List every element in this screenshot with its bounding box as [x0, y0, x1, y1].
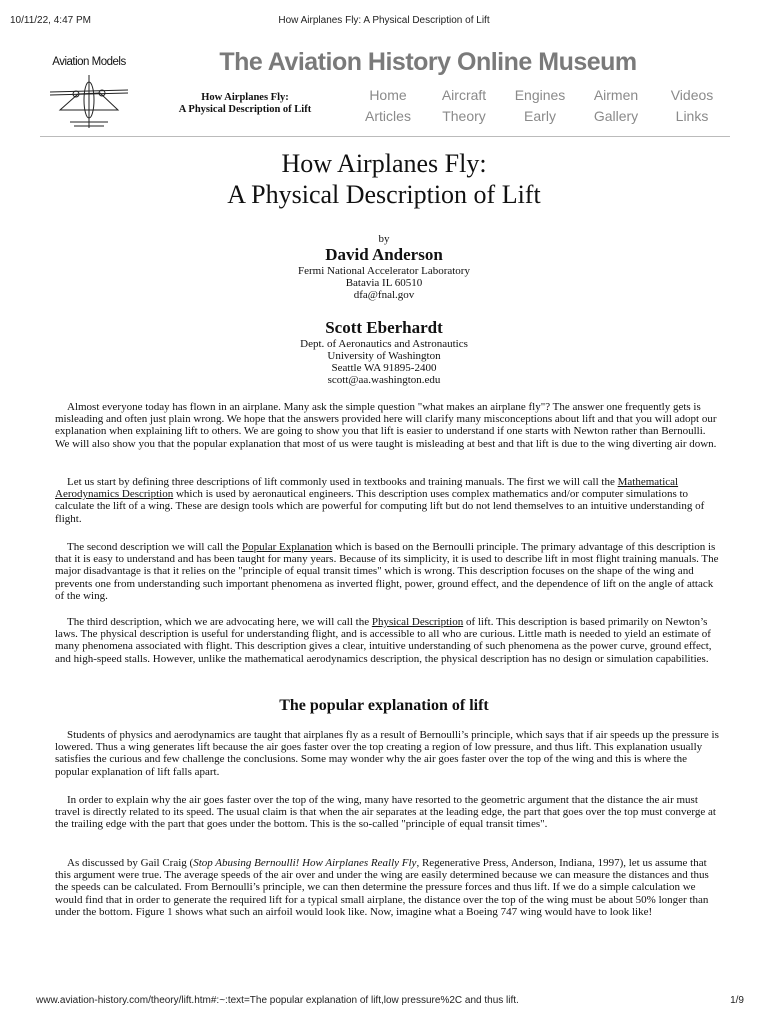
airplane-icon: [48, 70, 130, 132]
nav-early[interactable]: Early: [524, 108, 556, 124]
paragraph-equal-transit: [55, 794, 720, 831]
author-email-1[interactable]: dfa@fnal.gov: [353, 289, 415, 301]
p6-text: In order to explain why the air goes faster over the top of the wing, many have resorted to the geometric argument that the distance the air must travel is directly related to its speed. The usual claim is that when the air separates at the leading edge, the part that goes over the top must converge at the trailing edge with the part that goes under the bottom. This is the so-called "principle of equal transit times".: [55, 794, 716, 831]
print-footer: [0, 995, 768, 1009]
author-email-2[interactable]: scott@aa.washington.edu: [327, 374, 441, 386]
author-name-1: David Anderson: [325, 245, 443, 264]
article-title-line2: A Physical Description of Lift: [227, 180, 541, 209]
print-date: 10/11/22, 4:47 PM: [10, 15, 91, 26]
site-banner: [40, 50, 730, 137]
craig-book-title: Stop Abusing Bernoulli! How Airplanes Really Fly: [193, 857, 417, 869]
p7-text-b: , Regenerative Press, Anderson, Indiana, 1997), let us assume that this argument were true. The average speeds of the air over and under the wing are easily determined because we can measure the distances and thus the speeds can be calculated. From Bernoulli’s principle, we can then determine the pressure forces and thus lift. If we do a simple calculation we would find that in order to generate the required lift for a typical small airplane, the distance over the top of the wing must be about 50% longer than under the bottom. Figure 1 shows what such an airfoil would look like. Now, imagine what a Boeing 747 wing would have to look like!: [55, 857, 709, 918]
paragraph-intro-text: Almost everyone today has flown in an airplane. Many ask the simple question "what makes an airplane fly"? The answer one frequently gets is misleading and often just plain wrong. We hope that the answers provided here will clarify many misconceptions about lift and that you will adopt our explanation when explaining lift to others. We are going to show you that lift is easier to understand if one starts with Newton rather than Bernoulli. We will also show you that the popular explanation that most of us were taught is misleading at best and that lift is due to the wing diverting air down.: [55, 401, 717, 450]
p2-text-a: Let us start by defining three descriptions of lift commonly used in textbooks and training manuals. The first we will call the: [67, 476, 618, 488]
author-dept-2: Dept. of Aeronautics and Astronautics: [300, 338, 468, 350]
page-number: 1/9: [730, 995, 744, 1006]
print-header: [0, 15, 768, 29]
by-label: by: [378, 233, 390, 245]
nav-airmen[interactable]: Airmen: [593, 87, 639, 103]
p4-text-a: The third description, which we are advocating here, we will call the: [67, 616, 372, 628]
article-title-line1: How Airplanes Fly:: [281, 149, 487, 178]
paragraph-bernoulli: [55, 729, 720, 778]
print-url: www.aviation-history.com/theory/lift.htm#:~:text=The popular explanation of lift,low pressure%2C and thus lift.: [36, 995, 519, 1006]
paragraph-intro: [55, 401, 720, 450]
p2-text-b: which is used by aeronautical engineers. This description uses complex mathematics and/or computer simulations to calculate the lift of a wing. These are design tools which are powerful for computing lift but do not lend themselves to an intuitive understanding of flight.: [55, 488, 705, 525]
section-heading-popular: The popular explanation of lift: [279, 697, 489, 714]
aviation-models-logo[interactable]: [44, 52, 134, 132]
paragraph-physical-description: [55, 616, 720, 665]
author-org-1: Fermi National Accelerator Laboratory: [298, 265, 470, 277]
nav-articles[interactable]: Articles: [365, 108, 411, 124]
byline-block-2: [0, 318, 768, 386]
p4-text-b: of lift. This description is based primarily on Newton’s laws. The physical description is useful for understanding flight, and is accessible to all who are curious. Little math is needed to yield an estimate of many phenomena associated with flight. This description gives a clear, intuitive understanding of such phenomena as the power curve, ground effect, and high-speed stalls. However, unlike the mathematical aerodynamics description, the physical description has no design or simulation capabilities.: [55, 616, 712, 665]
physical-description-link[interactable]: Physical Description: [371, 616, 464, 628]
p3-text-b: which is based on the Bernoulli principle. The primary advantage of this description is that it is easy to understand and has been taught for many years. Because of its simplicity, it is used to describe lift in most flight training manuals. The major disadvantage is that it relies on the "principle of equal transit times" which is wrong. This description focuses on the shape of the wing and prevents one from understanding such important phenomena as inverted flight, power, ground effect, and the dependence of lift on the angle of attack of the wing.: [55, 541, 719, 602]
site-nav: [352, 87, 732, 129]
paragraph-craig: [55, 857, 720, 918]
p3-text-a: The second description we will call the: [67, 541, 243, 553]
banner-page-title: [152, 92, 338, 116]
paragraph-popular-explanation: [55, 541, 720, 602]
article-title: [0, 148, 768, 210]
p7-text-a: As discussed by Gail Craig (: [67, 857, 194, 869]
nav-engines[interactable]: Engines: [514, 87, 566, 103]
nav-aircraft[interactable]: Aircraft: [441, 87, 487, 103]
byline-block-1: [0, 233, 768, 301]
mathematical-description-link[interactable]: Mathematical Aerodynamics Description: [55, 476, 679, 501]
banner-page-title-line2: A Physical Description of Lift: [178, 104, 312, 115]
print-title: How Airplanes Fly: A Physical Description of Lift: [278, 15, 490, 26]
author-city-2: Seattle WA 91895-2400: [331, 362, 437, 374]
banner-page-title-line1: How Airplanes Fly:: [201, 92, 289, 103]
author-org-2: University of Washington: [327, 350, 441, 362]
paragraph-three-descriptions: [55, 476, 720, 525]
site-title[interactable]: The Aviation History Online Museum: [219, 48, 637, 76]
author-name-2: Scott Eberhardt: [325, 318, 443, 337]
nav-home[interactable]: Home: [369, 87, 407, 103]
p5-text: Students of physics and aerodynamics are taught that airplanes fly as a result of Bernoulli’s principle, which says that if air speeds up the pressure is lowered. Thus a wing generates lift because the air goes faster over the top creating a region of low pressure, and thus lift. This explanation usually satisfies the curious and few challenge the conclusions. Some may wonder why the air goes faster over the top of the wing and this is where the popular explanation of lift falls apart.: [55, 729, 719, 778]
author-city-1: Batavia IL 60510: [345, 277, 423, 289]
nav-videos[interactable]: Videos: [670, 87, 714, 103]
nav-theory[interactable]: Theory: [442, 108, 486, 124]
popular-explanation-link[interactable]: Popular Explanation: [242, 541, 333, 553]
nav-gallery[interactable]: Gallery: [593, 108, 639, 124]
nav-links[interactable]: Links: [675, 108, 709, 124]
logo-label: Aviation Models: [52, 56, 126, 68]
